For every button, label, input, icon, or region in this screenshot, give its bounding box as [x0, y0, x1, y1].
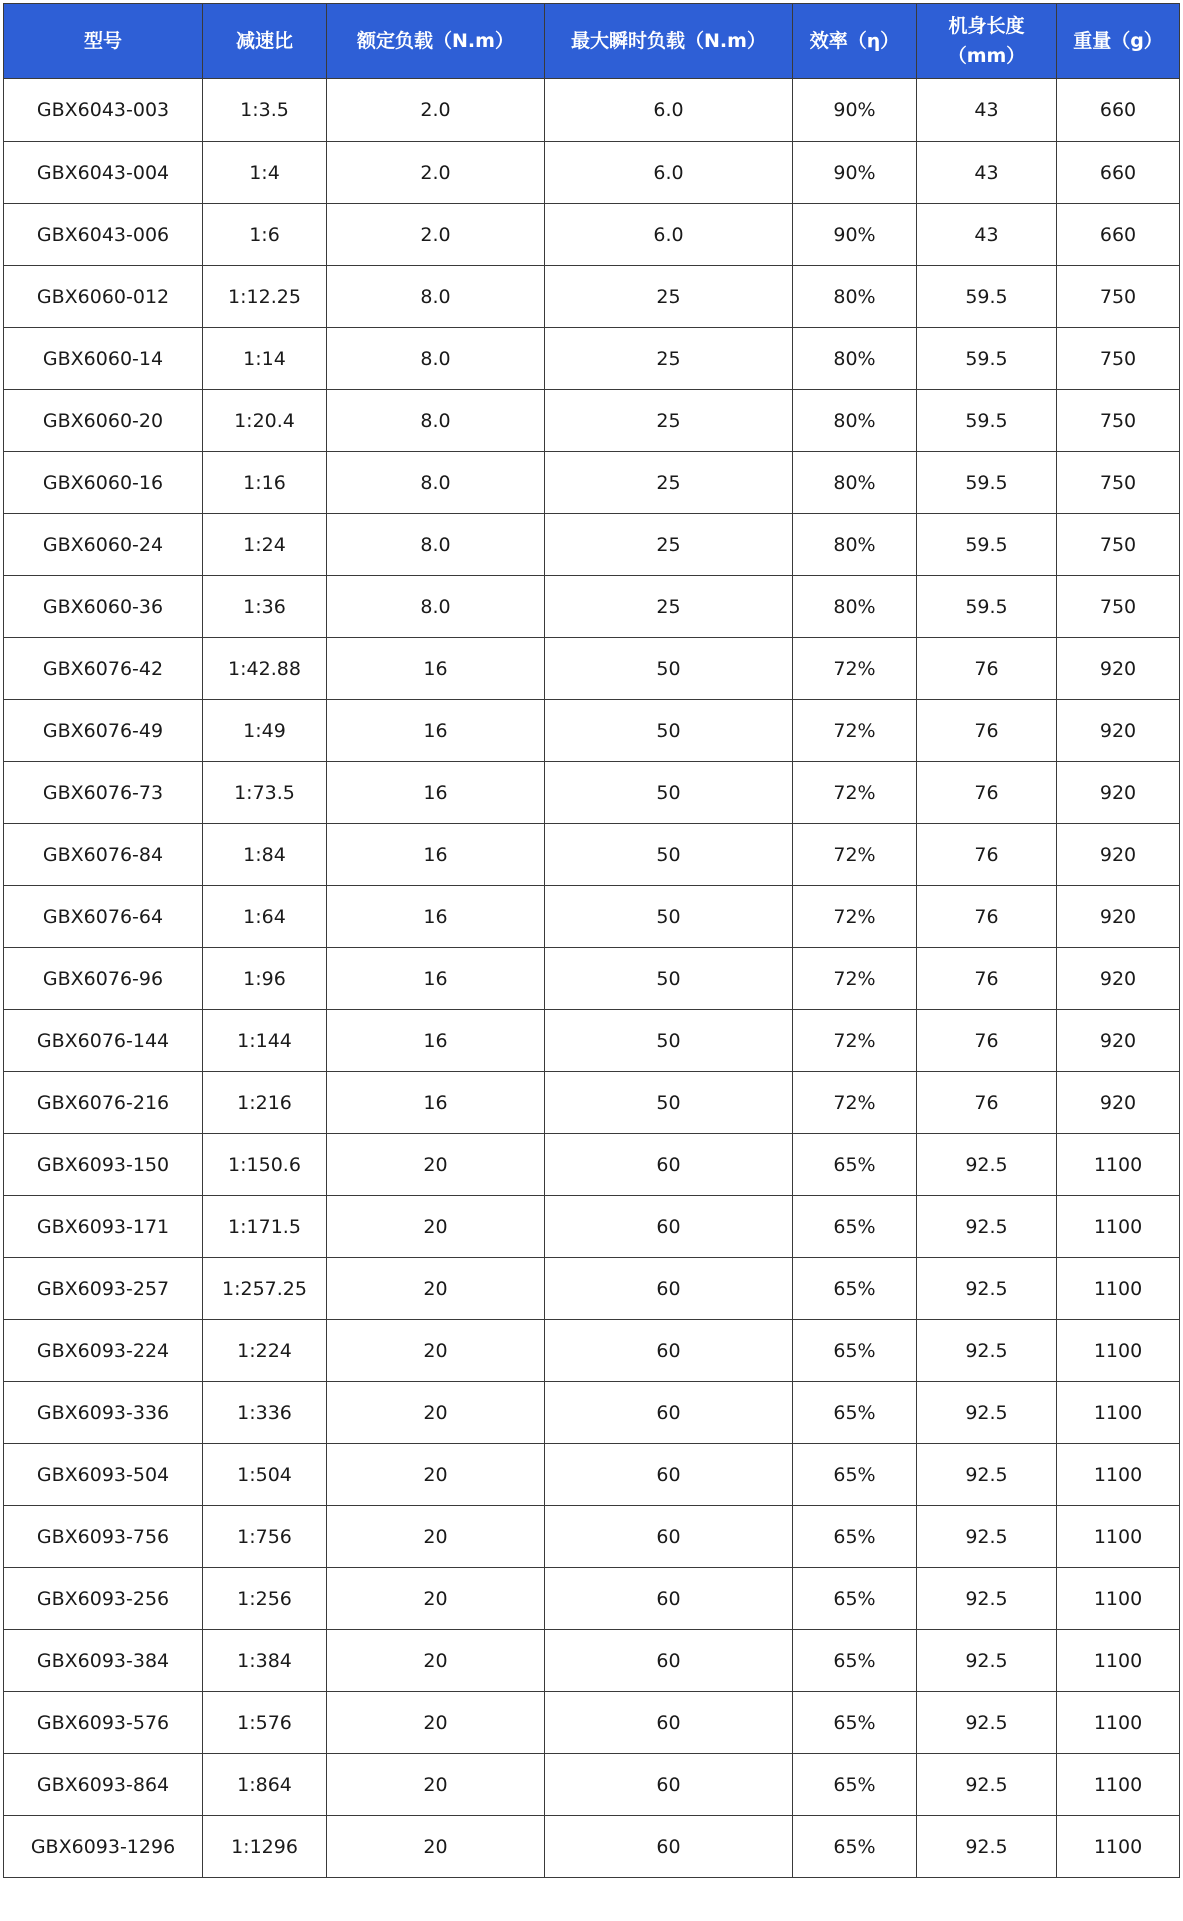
table-row: [4, 452, 1180, 514]
cell-weight: 660: [1057, 142, 1180, 204]
cell-efficiency: 65%: [793, 1816, 917, 1878]
cell-efficiency: 65%: [793, 1320, 917, 1382]
cell-reduction-ratio: 1:14: [203, 328, 327, 390]
cell-model: GBX6093-576: [4, 1692, 203, 1754]
cell-max-instant-load: 60: [545, 1134, 793, 1196]
cell-rated-load: 8.0: [327, 452, 545, 514]
cell-weight: 920: [1057, 762, 1180, 824]
table-row: [4, 204, 1180, 266]
cell-efficiency: 65%: [793, 1754, 917, 1816]
cell-weight: 660: [1057, 204, 1180, 266]
cell-reduction-ratio: 1:12.25: [203, 266, 327, 328]
cell-reduction-ratio: 1:64: [203, 886, 327, 948]
cell-reduction-ratio: 1:24: [203, 514, 327, 576]
cell-body-length: 76: [917, 762, 1057, 824]
cell-efficiency: 65%: [793, 1258, 917, 1320]
cell-efficiency: 72%: [793, 700, 917, 762]
cell-model: GBX6093-336: [4, 1382, 203, 1444]
cell-weight: 1100: [1057, 1320, 1180, 1382]
table-row: [4, 1072, 1180, 1134]
cell-body-length: 43: [917, 79, 1057, 142]
cell-rated-load: 20: [327, 1382, 545, 1444]
cell-model: GBX6093-1296: [4, 1816, 203, 1878]
table-row: [4, 514, 1180, 576]
cell-efficiency: 80%: [793, 328, 917, 390]
cell-body-length: 92.5: [917, 1754, 1057, 1816]
cell-reduction-ratio: 1:84: [203, 824, 327, 886]
table-row: [4, 1630, 1180, 1692]
cell-max-instant-load: 60: [545, 1568, 793, 1630]
cell-rated-load: 16: [327, 762, 545, 824]
table-row: [4, 1134, 1180, 1196]
table-body: [4, 79, 1180, 1878]
cell-model: GBX6093-384: [4, 1630, 203, 1692]
cell-model: GBX6076-49: [4, 700, 203, 762]
cell-efficiency: 72%: [793, 824, 917, 886]
cell-weight: 750: [1057, 328, 1180, 390]
table-row: [4, 1010, 1180, 1072]
cell-model: GBX6060-24: [4, 514, 203, 576]
cell-rated-load: 16: [327, 948, 545, 1010]
cell-max-instant-load: 50: [545, 1072, 793, 1134]
cell-body-length: 92.5: [917, 1816, 1057, 1878]
table-row: [4, 1258, 1180, 1320]
cell-reduction-ratio: 1:504: [203, 1444, 327, 1506]
cell-weight: 1100: [1057, 1444, 1180, 1506]
cell-weight: 920: [1057, 948, 1180, 1010]
cell-reduction-ratio: 1:171.5: [203, 1196, 327, 1258]
cell-efficiency: 72%: [793, 948, 917, 1010]
cell-weight: 920: [1057, 638, 1180, 700]
cell-rated-load: 8.0: [327, 328, 545, 390]
cell-max-instant-load: 60: [545, 1630, 793, 1692]
cell-efficiency: 90%: [793, 204, 917, 266]
cell-reduction-ratio: 1:96: [203, 948, 327, 1010]
cell-max-instant-load: 50: [545, 886, 793, 948]
cell-rated-load: 16: [327, 886, 545, 948]
cell-efficiency: 65%: [793, 1568, 917, 1630]
cell-model: GBX6093-756: [4, 1506, 203, 1568]
cell-body-length: 92.5: [917, 1320, 1057, 1382]
cell-body-length: 92.5: [917, 1692, 1057, 1754]
cell-reduction-ratio: 1:224: [203, 1320, 327, 1382]
cell-rated-load: 2.0: [327, 142, 545, 204]
header-body-length: 机身长度 （mm）: [917, 4, 1057, 79]
cell-efficiency: 80%: [793, 514, 917, 576]
cell-rated-load: 16: [327, 824, 545, 886]
cell-max-instant-load: 60: [545, 1258, 793, 1320]
header-rated-load: 额定负载（N.m）: [327, 4, 545, 79]
cell-model: GBX6093-504: [4, 1444, 203, 1506]
cell-reduction-ratio: 1:16: [203, 452, 327, 514]
cell-reduction-ratio: 1:49: [203, 700, 327, 762]
cell-rated-load: 20: [327, 1258, 545, 1320]
cell-reduction-ratio: 1:150.6: [203, 1134, 327, 1196]
header-max-instant-load: 最大瞬时负载（N.m）: [545, 4, 793, 79]
cell-reduction-ratio: 1:3.5: [203, 79, 327, 142]
cell-reduction-ratio: 1:256: [203, 1568, 327, 1630]
cell-body-length: 59.5: [917, 452, 1057, 514]
cell-weight: 660: [1057, 79, 1180, 142]
cell-weight: 750: [1057, 514, 1180, 576]
cell-max-instant-load: 60: [545, 1506, 793, 1568]
table-row: [4, 328, 1180, 390]
cell-efficiency: 80%: [793, 452, 917, 514]
cell-rated-load: 8.0: [327, 266, 545, 328]
cell-max-instant-load: 50: [545, 948, 793, 1010]
cell-body-length: 76: [917, 948, 1057, 1010]
cell-reduction-ratio: 1:73.5: [203, 762, 327, 824]
cell-max-instant-load: 25: [545, 514, 793, 576]
table-row: [4, 762, 1180, 824]
cell-body-length: 92.5: [917, 1630, 1057, 1692]
cell-max-instant-load: 6.0: [545, 142, 793, 204]
cell-weight: 920: [1057, 700, 1180, 762]
cell-max-instant-load: 60: [545, 1816, 793, 1878]
table-row: [4, 266, 1180, 328]
cell-max-instant-load: 60: [545, 1382, 793, 1444]
cell-body-length: 59.5: [917, 390, 1057, 452]
cell-efficiency: 65%: [793, 1134, 917, 1196]
cell-model: GBX6076-42: [4, 638, 203, 700]
cell-model: GBX6076-216: [4, 1072, 203, 1134]
cell-weight: 920: [1057, 886, 1180, 948]
cell-rated-load: 8.0: [327, 576, 545, 638]
cell-model: GBX6093-224: [4, 1320, 203, 1382]
cell-max-instant-load: 25: [545, 390, 793, 452]
cell-max-instant-load: 60: [545, 1692, 793, 1754]
cell-reduction-ratio: 1:36: [203, 576, 327, 638]
cell-reduction-ratio: 1:20.4: [203, 390, 327, 452]
cell-rated-load: 2.0: [327, 204, 545, 266]
cell-max-instant-load: 60: [545, 1444, 793, 1506]
cell-weight: 1100: [1057, 1382, 1180, 1444]
table-row: [4, 1816, 1180, 1878]
cell-max-instant-load: 25: [545, 266, 793, 328]
cell-reduction-ratio: 1:6: [203, 204, 327, 266]
table-row: [4, 1506, 1180, 1568]
cell-body-length: 59.5: [917, 514, 1057, 576]
table-row: [4, 1196, 1180, 1258]
cell-efficiency: 65%: [793, 1196, 917, 1258]
table-row: [4, 700, 1180, 762]
cell-weight: 750: [1057, 390, 1180, 452]
cell-body-length: 76: [917, 638, 1057, 700]
cell-weight: 1100: [1057, 1692, 1180, 1754]
cell-efficiency: 65%: [793, 1692, 917, 1754]
cell-body-length: 76: [917, 700, 1057, 762]
cell-rated-load: 20: [327, 1134, 545, 1196]
cell-rated-load: 16: [327, 1072, 545, 1134]
cell-weight: 920: [1057, 1010, 1180, 1072]
cell-weight: 1100: [1057, 1568, 1180, 1630]
table-row: [4, 1568, 1180, 1630]
cell-model: GBX6060-36: [4, 576, 203, 638]
header-weight: 重量（g）: [1057, 4, 1180, 79]
cell-body-length: 76: [917, 1010, 1057, 1072]
cell-model: GBX6093-256: [4, 1568, 203, 1630]
cell-body-length: 59.5: [917, 576, 1057, 638]
cell-max-instant-load: 60: [545, 1754, 793, 1816]
cell-reduction-ratio: 1:216: [203, 1072, 327, 1134]
cell-rated-load: 16: [327, 638, 545, 700]
cell-body-length: 92.5: [917, 1382, 1057, 1444]
header-model: 型号: [4, 4, 203, 79]
cell-efficiency: 80%: [793, 576, 917, 638]
table-row: [4, 886, 1180, 948]
cell-efficiency: 90%: [793, 142, 917, 204]
cell-model: GBX6093-150: [4, 1134, 203, 1196]
cell-efficiency: 72%: [793, 638, 917, 700]
cell-efficiency: 65%: [793, 1630, 917, 1692]
cell-rated-load: 20: [327, 1816, 545, 1878]
table-header-row: [4, 4, 1180, 79]
cell-rated-load: 8.0: [327, 514, 545, 576]
cell-weight: 1100: [1057, 1134, 1180, 1196]
cell-rated-load: 16: [327, 700, 545, 762]
header-efficiency: 效率（η）: [793, 4, 917, 79]
table-row: [4, 576, 1180, 638]
cell-efficiency: 65%: [793, 1382, 917, 1444]
cell-body-length: 92.5: [917, 1568, 1057, 1630]
cell-weight: 1100: [1057, 1816, 1180, 1878]
cell-body-length: 43: [917, 142, 1057, 204]
cell-model: GBX6043-003: [4, 79, 203, 142]
cell-weight: 750: [1057, 452, 1180, 514]
cell-max-instant-load: 50: [545, 824, 793, 886]
cell-model: GBX6093-864: [4, 1754, 203, 1816]
cell-reduction-ratio: 1:576: [203, 1692, 327, 1754]
cell-max-instant-load: 25: [545, 576, 793, 638]
cell-max-instant-load: 6.0: [545, 79, 793, 142]
cell-model: GBX6076-64: [4, 886, 203, 948]
cell-max-instant-load: 25: [545, 452, 793, 514]
cell-body-length: 59.5: [917, 328, 1057, 390]
table-row: [4, 1754, 1180, 1816]
cell-body-length: 76: [917, 1072, 1057, 1134]
cell-reduction-ratio: 1:257.25: [203, 1258, 327, 1320]
table-row: [4, 1444, 1180, 1506]
cell-model: GBX6060-16: [4, 452, 203, 514]
cell-body-length: 92.5: [917, 1134, 1057, 1196]
table-row: [4, 1320, 1180, 1382]
cell-max-instant-load: 60: [545, 1196, 793, 1258]
cell-weight: 1100: [1057, 1630, 1180, 1692]
cell-max-instant-load: 50: [545, 638, 793, 700]
cell-rated-load: 20: [327, 1444, 545, 1506]
cell-reduction-ratio: 1:756: [203, 1506, 327, 1568]
cell-model: GBX6060-20: [4, 390, 203, 452]
cell-body-length: 92.5: [917, 1258, 1057, 1320]
table-row: [4, 1692, 1180, 1754]
cell-efficiency: 72%: [793, 1010, 917, 1072]
cell-efficiency: 90%: [793, 79, 917, 142]
cell-rated-load: 20: [327, 1630, 545, 1692]
cell-max-instant-load: 50: [545, 762, 793, 824]
cell-rated-load: 16: [327, 1010, 545, 1072]
cell-model: GBX6043-004: [4, 142, 203, 204]
table-row: [4, 638, 1180, 700]
cell-efficiency: 80%: [793, 266, 917, 328]
cell-model: GBX6076-84: [4, 824, 203, 886]
cell-model: GBX6093-171: [4, 1196, 203, 1258]
cell-body-length: 92.5: [917, 1506, 1057, 1568]
cell-efficiency: 72%: [793, 1072, 917, 1134]
cell-rated-load: 20: [327, 1196, 545, 1258]
cell-weight: 920: [1057, 1072, 1180, 1134]
cell-efficiency: 72%: [793, 762, 917, 824]
cell-model: GBX6060-012: [4, 266, 203, 328]
cell-max-instant-load: 25: [545, 328, 793, 390]
cell-body-length: 92.5: [917, 1196, 1057, 1258]
cell-reduction-ratio: 1:1296: [203, 1816, 327, 1878]
gearbox-spec-table: [3, 3, 1180, 1878]
table-row: [4, 79, 1180, 142]
cell-body-length: 92.5: [917, 1444, 1057, 1506]
cell-rated-load: 2.0: [327, 79, 545, 142]
cell-weight: 1100: [1057, 1506, 1180, 1568]
cell-max-instant-load: 50: [545, 1010, 793, 1072]
cell-max-instant-load: 50: [545, 700, 793, 762]
cell-efficiency: 80%: [793, 390, 917, 452]
cell-max-instant-load: 6.0: [545, 204, 793, 266]
cell-model: GBX6093-257: [4, 1258, 203, 1320]
table-row: [4, 390, 1180, 452]
cell-reduction-ratio: 1:384: [203, 1630, 327, 1692]
cell-efficiency: 65%: [793, 1444, 917, 1506]
cell-reduction-ratio: 1:336: [203, 1382, 327, 1444]
cell-body-length: 76: [917, 824, 1057, 886]
cell-max-instant-load: 60: [545, 1320, 793, 1382]
cell-reduction-ratio: 1:144: [203, 1010, 327, 1072]
cell-efficiency: 65%: [793, 1506, 917, 1568]
cell-weight: 750: [1057, 576, 1180, 638]
cell-body-length: 76: [917, 886, 1057, 948]
cell-model: GBX6076-96: [4, 948, 203, 1010]
cell-weight: 920: [1057, 824, 1180, 886]
cell-rated-load: 20: [327, 1320, 545, 1382]
cell-body-length: 59.5: [917, 266, 1057, 328]
cell-weight: 1100: [1057, 1196, 1180, 1258]
cell-efficiency: 72%: [793, 886, 917, 948]
cell-rated-load: 20: [327, 1754, 545, 1816]
cell-weight: 1100: [1057, 1754, 1180, 1816]
cell-model: GBX6076-144: [4, 1010, 203, 1072]
cell-rated-load: 20: [327, 1568, 545, 1630]
cell-reduction-ratio: 1:864: [203, 1754, 327, 1816]
cell-reduction-ratio: 1:4: [203, 142, 327, 204]
cell-weight: 1100: [1057, 1258, 1180, 1320]
cell-rated-load: 8.0: [327, 390, 545, 452]
cell-model: GBX6043-006: [4, 204, 203, 266]
header-reduction-ratio: 减速比: [203, 4, 327, 79]
table-row: [4, 1382, 1180, 1444]
table-row: [4, 824, 1180, 886]
cell-weight: 750: [1057, 266, 1180, 328]
cell-rated-load: 20: [327, 1692, 545, 1754]
cell-rated-load: 20: [327, 1506, 545, 1568]
cell-model: GBX6060-14: [4, 328, 203, 390]
cell-model: GBX6076-73: [4, 762, 203, 824]
cell-reduction-ratio: 1:42.88: [203, 638, 327, 700]
table-row: [4, 142, 1180, 204]
table-row: [4, 948, 1180, 1010]
cell-body-length: 43: [917, 204, 1057, 266]
